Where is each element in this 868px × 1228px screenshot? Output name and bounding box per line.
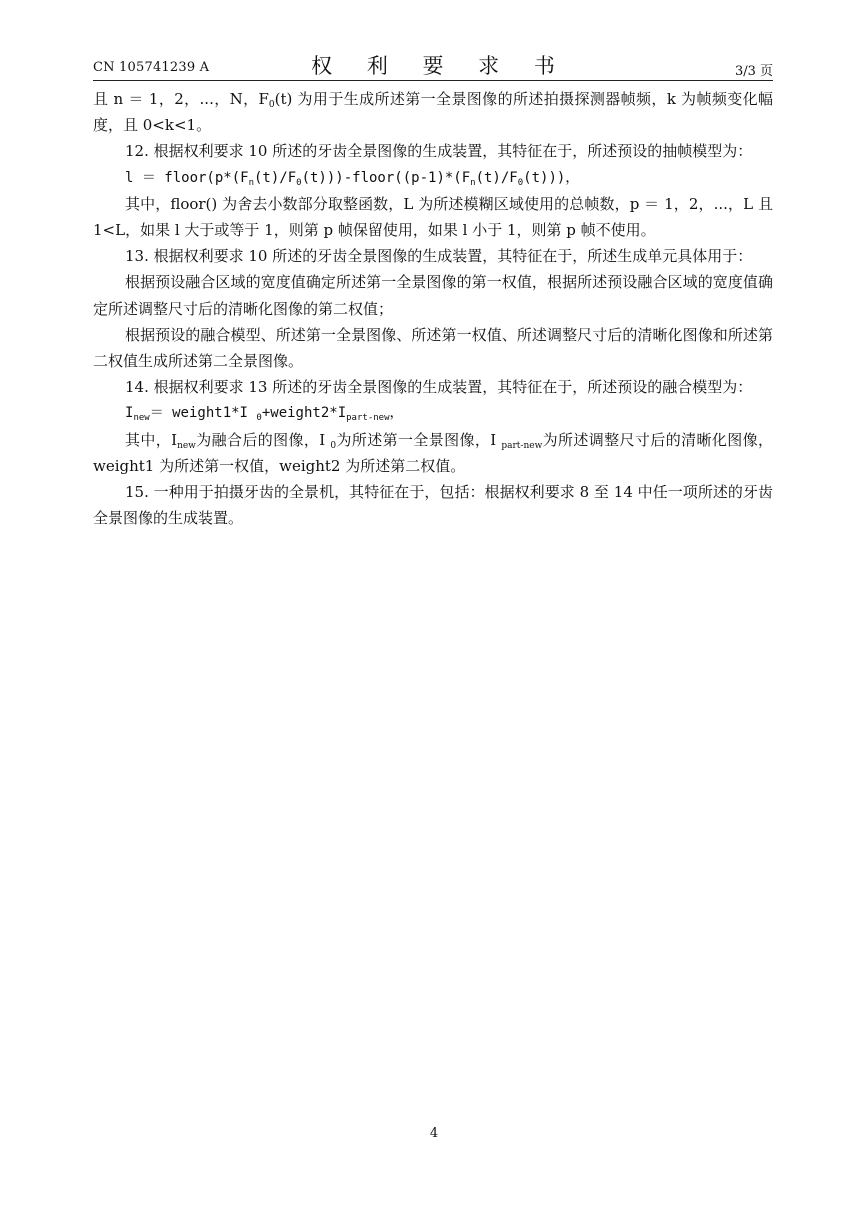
page-indicator: 3/3 页 [734,64,773,79]
page-number: 4 [429,1126,439,1141]
claim-14-definitions: 其中，$I_{new}$为融合后的图像，I $_0$为所述第一全景图像，I $_{part-new}$为所述调整尺寸后的清晰化图像，weight1 为所述第一权值，weight2 为所述第二权值。 [93,430,773,475]
patent-number: CN 105741239 A [93,60,210,75]
claim-continuation: 且 n ＝ 1，2，...，N，$F_0(t)$ 为用于生成所述第一全景图像的所述拍摄探测器帧频，k 为帧频变化幅度，且 0<k<1。 [93,90,773,135]
claims-body [93,86,773,531]
formula-fusion: $I_{new}=$ weight1*I $_0+weight2*I_{part-new}$， [125,405,404,424]
claim-14: 14. 根据权利要求 13 所述的牙齿全景图像的生成装置，其特征在于，所述预设的融合模型为： [125,378,753,397]
claim-13-step-2: 根据预设的融合模型、所述第一全景图像、所述第一权值、所述调整尺寸后的清晰化图像和所述第二权值生成所述第二全景图像。 [93,325,773,371]
header-rule [93,80,773,81]
claim-13: 13. 根据权利要求 10 所述的牙齿全景图像的生成装置，其特征在于，所述生成单元具体用于： [125,247,753,266]
claim-12-definitions: 其中，floor() 为舍去小数部分取整函数，L 为所述模糊区域使用的总帧数，p ＝ 1，2，...，L 且 1<L，如果 l 大于或等于 1，则第 p 帧保留使用，如果 l 小于 1，则第 p 帧不使用。 [93,194,773,240]
formula-frame-extraction: $l = floor(p*(F_n(t)/F_0(t)))-floor((p-1)*(F_n(t)/F_0(t)))$， [125,169,580,188]
claim-15: 15. 一种用于拍摄牙齿的全景机，其特征在于，包括：根据权利要求 8 至 14 中任一项所述的牙齿全景图像的生成装置。 [93,483,773,528]
document-title: 权 利 要 求 书 [311,54,569,78]
claim-12: 12. 根据权利要求 10 所述的牙齿全景图像的生成装置，其特征在于，所述预设的抽帧模型为： [125,142,753,161]
page-header [93,50,773,80]
claim-13-step-1: 根据预设融合区域的宽度值确定所述第一全景图像的第一权值，根据所述预设融合区域的宽度值确定所述调整尺寸后的清晰化图像的第二权值； [93,273,773,318]
